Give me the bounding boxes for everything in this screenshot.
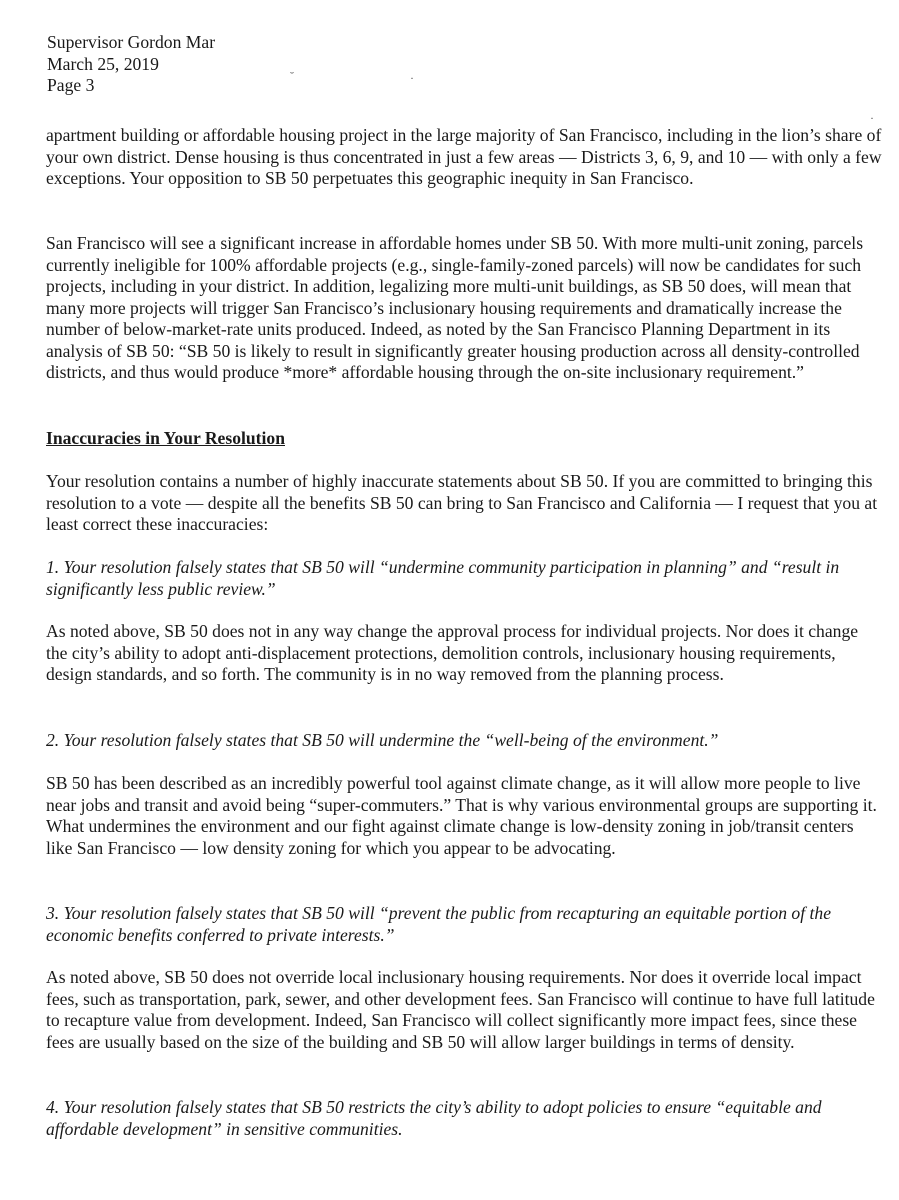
response-2: SB 50 has been described as an incredibly powerful tool against climate change, as it will allow more people to live near jobs and transit and avoid being “super-commuters.” That is why various environmental groups are supporting it. What undermines the environment and our fight against climate change is low-density zoning in job/transit centers like San Francisco — low density zoning for which you appear to be advocating.: [46, 773, 877, 858]
section-heading: Inaccuracies in Your Resolution: [46, 428, 285, 448]
scan-speck: ·: [870, 111, 874, 125]
scan-speck: ˘: [290, 69, 294, 83]
letter-header: [47, 32, 215, 97]
response-1: As noted above, SB 50 does not in any way change the approval process for individual projects. Nor does it change the city’s ability to adopt anti-displacement protections, demolition controls, inclusionary housing requirements, design standards, and so forth. The community is in no way removed from the planning process.: [46, 621, 859, 684]
paragraph-affordable-homes: San Francisco will see a significant increase in affordable homes under SB 50. With more multi-unit zoning, parcels currently ineligible for 100% affordable projects (e.g., single-family-zoned parcels) will now be candidates for such projects, including in your district. In addition, legalizing more multi-unit buildings, as SB 50 does, will mean that many more projects will trigger San Francisco’s inclusionary housing requirements and dramatically increase the number of below-market-rate units produced. Indeed, as noted by the San Francisco Planning Department in its analysis of SB 50: “SB 50 is likely to result in significantly greater housing production across all density-controlled districts, and thus would produce *more* affordable housing through the on-site inclusionary requirement.”: [46, 233, 864, 382]
claim-1: 1. Your resolution falsely states that SB 50 will “undermine community participation in planning” and “result in significantly less public review.”: [46, 557, 840, 599]
claim-2: 2. Your resolution falsely states that SB 50 will undermine the “well-being of the environment.”: [46, 730, 719, 750]
response-3: As noted above, SB 50 does not override local inclusionary housing requirements. Nor does it override local impact fees, such as transportation, park, sewer, and other development fees. San Francisco will continue to have full latitude to recapture value from development. Indeed, San Francisco will collect significantly more impact fees, since these fees are usually based on the size of the building and SB 50 will allow larger buildings in terms of density.: [46, 967, 875, 1052]
claim-3: 3. Your resolution falsely states that SB 50 will “prevent the public from recapturing an equitable portion of the economic benefits conferred to private interests.”: [46, 903, 831, 945]
recipient-line: Supervisor Gordon Mar: [47, 32, 216, 52]
page-number: Page 3: [47, 75, 95, 95]
scan-speck: ·: [410, 71, 414, 85]
paragraph-geographic-inequity: apartment building or affordable housing project in the large majority of San Francisco, including in the lion’s share of your own district. Dense housing is thus concentrated in just a few areas — Districts 3, 6, 9, and 10 — with only a few exceptions. Your opposition to SB 50 perpetuates this geographic inequity in San Francisco.: [46, 125, 882, 188]
claim-4: 4. Your resolution falsely states that SB 50 restricts the city’s ability to adopt policies to ensure “equitable and affordable development” in sensitive communities.: [46, 1097, 822, 1139]
paragraph-inaccuracies-intro: Your resolution contains a number of highly inaccurate statements about SB 50. If you are committed to bringing this resolution to a vote — despite all the benefits SB 50 can bring to San Francisco and California — I request that you at least correct these inaccuracies:: [46, 471, 878, 534]
date-line: March 25, 2019: [47, 53, 159, 74]
